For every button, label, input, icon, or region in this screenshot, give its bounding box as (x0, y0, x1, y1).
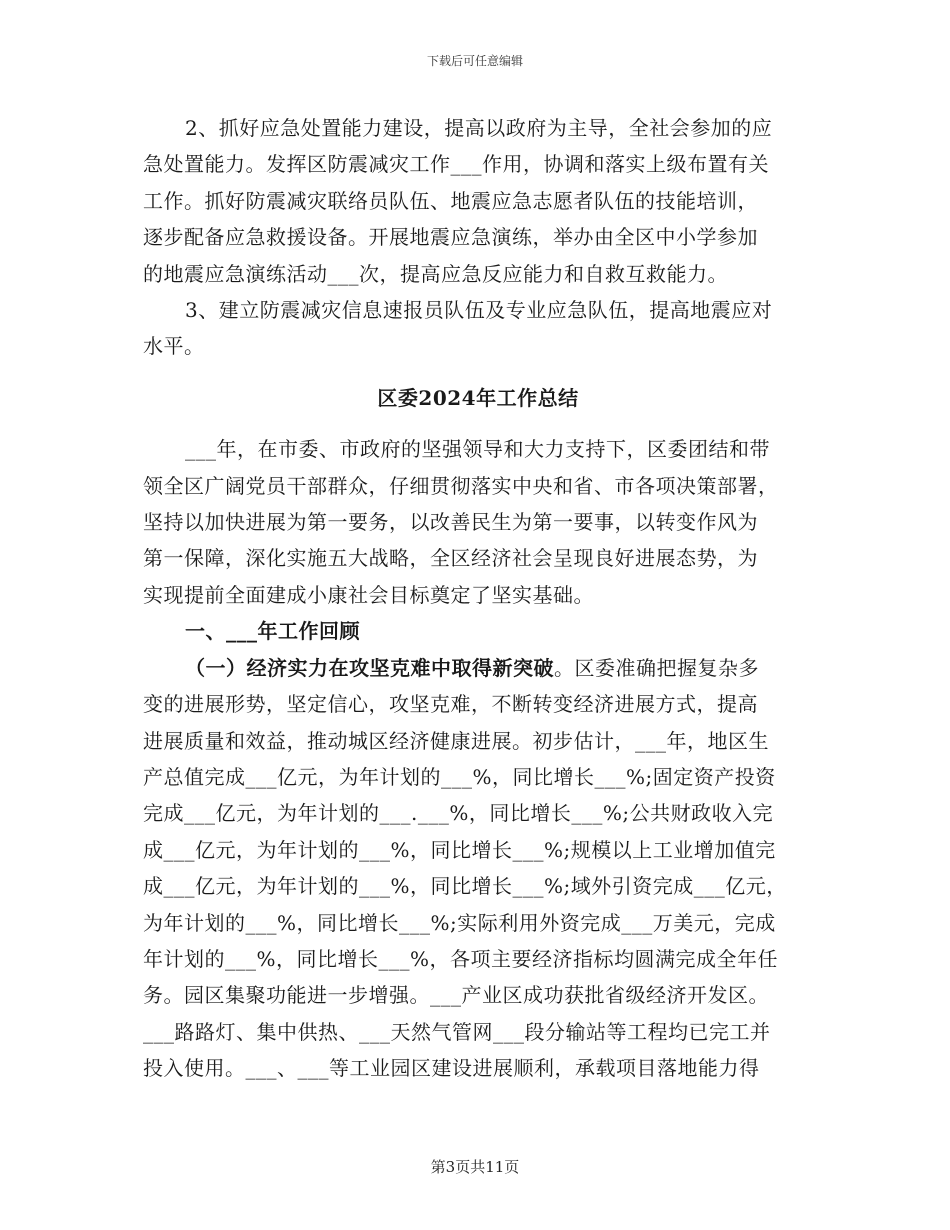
section-title: 区委2024年工作总结 (377, 385, 579, 410)
paragraph-line: ___路路灯、集中供热、___天然气管网___段分输站等工程均已完工并 (143, 1019, 771, 1044)
paragraph-line: ___年，在市委、市政府的坚强领导和大力支持下，区委团结和带 (185, 437, 770, 462)
paragraph-line: 投入使用。___、___等工业园区建设进展顺利，承载项目落地能力得 (143, 1056, 760, 1081)
paragraph-text: 。区委准确把握复杂多 (554, 655, 759, 680)
paragraph-line: 成___亿元，为年计划的___%，同比增长___%;域外引资完成___亿元， (143, 874, 787, 899)
paragraph-line: 为年计划的___%，同比增长___%;实际利用外资完成___万美元，完成 (143, 910, 776, 935)
paragraph-line: 变的进展形势，坚定信心，攻坚克难，不断转变经济进展方式，提高 (143, 692, 758, 717)
paragraph-line: 坚持以加快进展为第一要务，以改善民生为第一要事，以转变作风为 (143, 510, 758, 535)
paragraph-line: 年计划的___%，同比增长___%，各项主要经济指标均圆满完成全年任 (143, 946, 779, 971)
paragraph-line: 完成___亿元，为年计划的___.___%，同比增长___%;公共财政收入完 (143, 801, 774, 826)
paragraph-line: 第一保障，深化实施五大战略，全区经济社会呈现良好进展态势，为 (143, 546, 758, 571)
paragraph-line: 实现提前全面建成小康社会目标奠定了坚实基础。 (143, 582, 594, 607)
paragraph-line: 务。园区集聚功能进一步增强。___产业区成功获批省级经济开发区。 (143, 983, 769, 1008)
paragraph-line: 工作。抓好防震减灾联络员队伍、地震应急志愿者队伍的技能培训， (143, 188, 758, 213)
subsection-heading: （一）经济实力在攻坚克难中取得新突破 (185, 655, 554, 680)
paragraph-line: 的地震应急演练活动___次，提高应急反应能力和自救互救能力。 (143, 261, 728, 286)
section-heading: 一、___年工作回顾 (185, 619, 360, 644)
paragraph-line: 领全区广阔党员干部群众，仔细贯彻落实中央和省、市各项决策部署， (143, 473, 779, 498)
paragraph-line: 产总值完成___亿元，为年计划的___%，同比增长___%;固定资产投资 (143, 764, 776, 789)
page-header: 下载后可任意编辑 (426, 54, 523, 68)
paragraph-line (143, 650, 813, 686)
paragraph-line: 急处置能力。发挥区防震减灾工作___作用，协调和落实上级布置有关 (143, 152, 769, 177)
paragraph-line: 2、抓好应急处置能力建设，提高以政府为主导，全社会参加的应 (185, 116, 773, 140)
paragraph-line: 水平。 (143, 334, 205, 359)
paragraph-line: 进展质量和效益，推动城区经济健康进展。初步估计，___年，地区生 (143, 728, 769, 753)
page-footer: 第3页共11页 (430, 1158, 520, 1176)
paragraph-line: 成___亿元，为年计划的___%，同比增长___%;规模以上工业增加值完 (143, 837, 776, 862)
paragraph-line: 3、建立防震减灾信息速报员队伍及专业应急队伍，提高地震应对 (185, 298, 773, 323)
paragraph-line: 逐步配备应急救援设备。开展地震应急演练，举办由全区中小学参加 (143, 225, 758, 250)
document-body (143, 110, 813, 1087)
